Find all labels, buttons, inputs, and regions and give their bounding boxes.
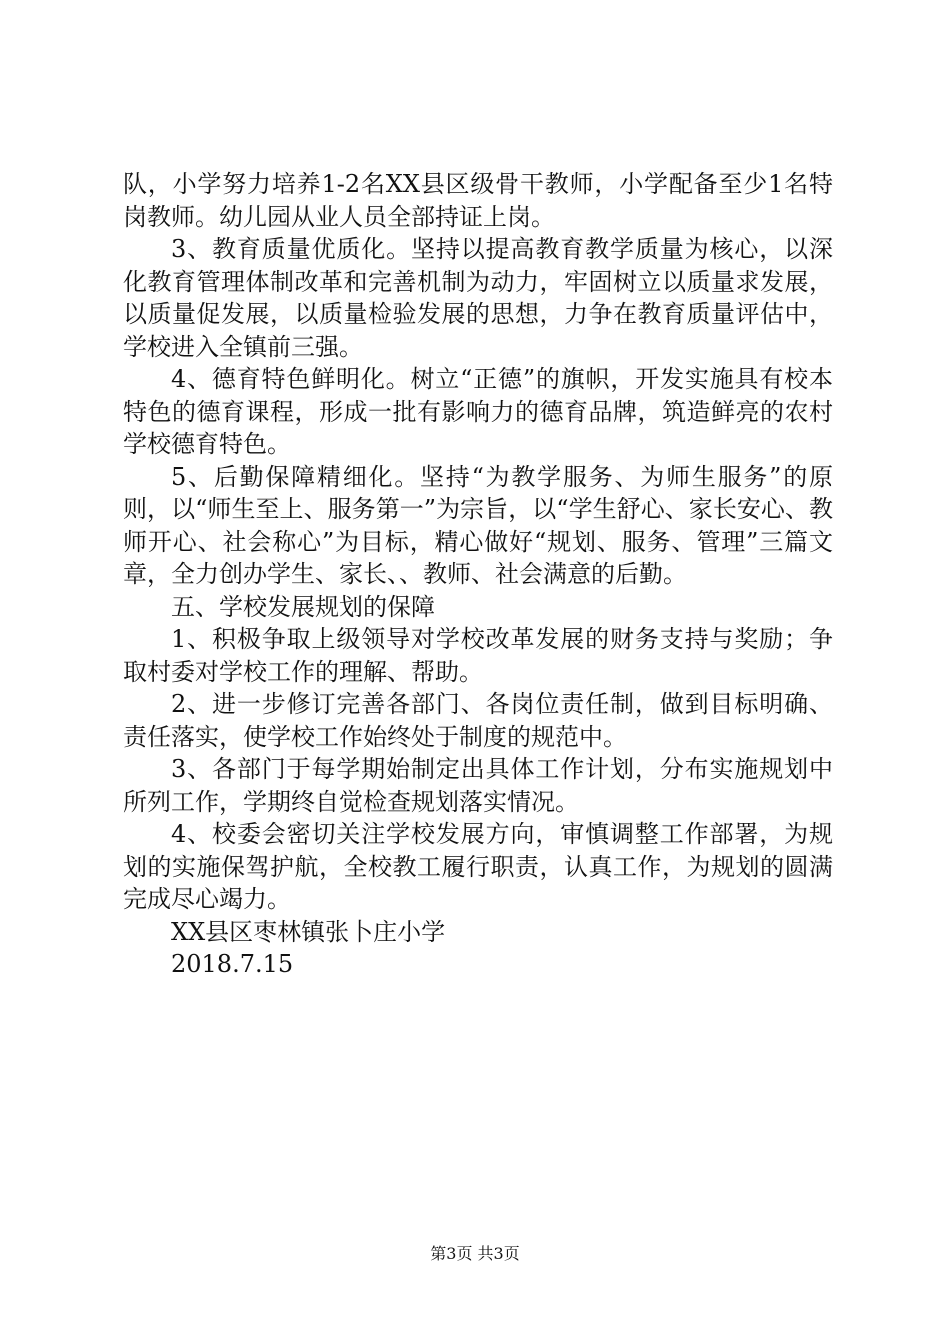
paragraph-guarantee-1: 1、积极争取上级领导对学校改革发展的财务支持与奖励；争取村委对学校工作的理解、帮助。 <box>123 625 833 686</box>
paragraph-guarantee-3: 3、各部门于每学期始制定出具体工作计划，分布实施规划中所列工作，学期终自觉检查规划落实情况。 <box>123 755 833 816</box>
paragraph-guarantee-2: 2、进一步修订完善各部门、各岗位责任制，做到目标明确、责任落实，使学校工作始终处于制度的规范中。 <box>123 690 833 751</box>
document-body <box>123 168 833 981</box>
paragraph-education-quality: 3、教育质量优质化。坚持以提高教育教学质量为核心，以深化教育管理体制改革和完善机制为动力，牢固树立以质量求发展，以质量促发展，以质量检验发展的思想，力争在教育质量评估中，学校进入全镇前三强。 <box>123 235 833 361</box>
paragraph-guarantee-4: 4、校委会密切关注学校发展方向，审慎调整工作部署，为规划的实施保驾护航，全校教工履行职责，认真工作，为规划的圆满完成尽心竭力。 <box>123 820 833 913</box>
section-heading-guarantee: 五、学校发展规划的保障 <box>171 592 435 621</box>
signature-date: 2018.7.15 <box>171 950 294 978</box>
paragraph-continuation: 队，小学努力培养1-2名XX县区级骨干教师，小学配备至少1名特岗教师。幼儿园从业人员全部持证上岗。 <box>123 170 833 231</box>
page-number-footer: 第3页 共3页 <box>430 1244 520 1263</box>
signature-school-name: XX县区枣林镇张卜庄小学 <box>171 917 446 946</box>
paragraph-logistics: 5、后勤保障精细化。坚持“为教学服务、为师生服务”的原则，以“师生至上、服务第一”为宗旨，以“学生舒心、家长安心、教师开心、社会称心”为目标，精心做好“规划、服务、管理”三篇文章，全力创办学生、家长、、教师、社会满意的后勤。 <box>123 462 833 588</box>
paragraph-moral-education: 4、德育特色鲜明化。树立“正德”的旗帜，开发实施具有校本特色的德育课程，形成一批有影响力的德育品牌，筑造鲜亮的农村学校德育特色。 <box>123 365 833 458</box>
